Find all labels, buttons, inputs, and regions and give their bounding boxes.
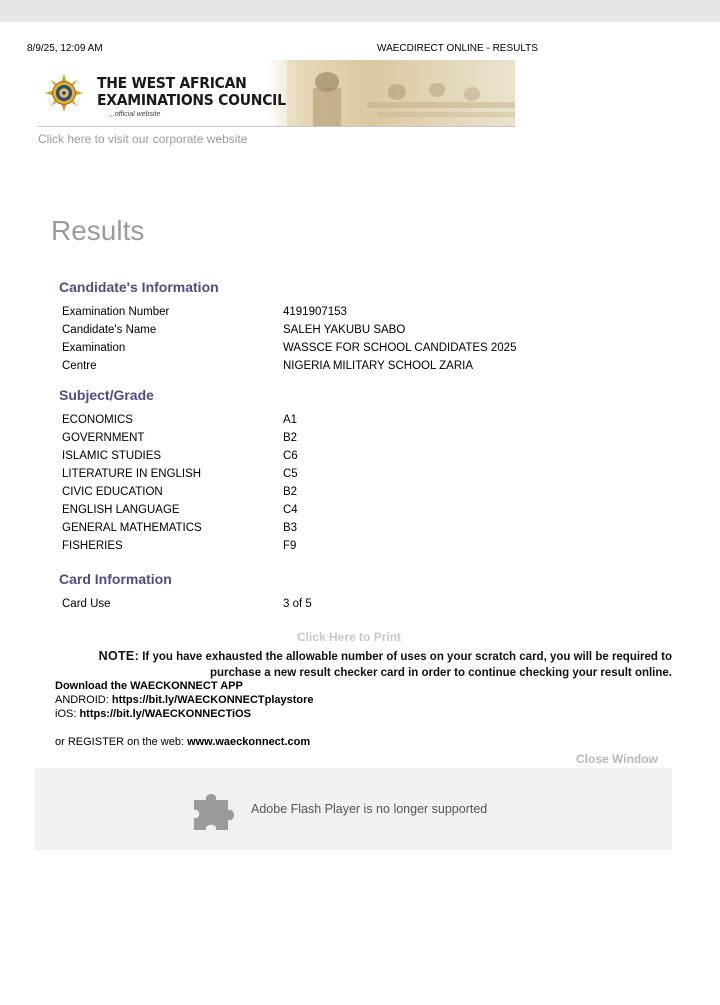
subject-grade: F9 [283, 540, 297, 552]
subject-row [62, 540, 622, 558]
app-download-block [55, 679, 314, 721]
subject-grade: B3 [283, 522, 298, 534]
scratch-card-note [70, 648, 672, 681]
candidate-row-label: Examination [62, 342, 126, 354]
corporate-website-link[interactable]: Click here to visit our corporate website [38, 132, 248, 146]
org-name-line1: THE WEST AFRICAN [97, 74, 247, 92]
candidate-row-label: Candidate's Name [62, 324, 157, 336]
candidate-row-value: WASSCE FOR SCHOOL CANDIDATES 2025 [283, 342, 517, 354]
subject-grade: B2 [283, 486, 298, 498]
subject-grade: C6 [283, 450, 298, 462]
close-window-button[interactable]: Close Window [576, 752, 658, 766]
card-info-heading: Card Information [59, 571, 172, 587]
subject-name: GENERAL MATHEMATICS [62, 522, 202, 534]
candidate-row-label: Centre [62, 360, 97, 372]
ios-link[interactable]: https://bit.ly/WAECKONNECTiOS [79, 708, 251, 720]
browser-top-bar [0, 0, 720, 22]
subject-name: LITERATURE IN ENGLISH [62, 468, 202, 480]
candidate-row-value: SALEH YAKUBU SABO [283, 324, 406, 336]
print-button[interactable]: Click Here to Print [297, 630, 402, 644]
print-datetime: 8/9/25, 12:09 AM [27, 43, 103, 54]
subject-row [62, 432, 622, 450]
waec-banner [37, 60, 515, 127]
android-link[interactable]: https://bit.ly/WAECKONNECTplaystore [111, 694, 314, 706]
subject-row [62, 450, 622, 468]
candidate-row [62, 360, 622, 378]
candidate-row-value: NIGERIA MILITARY SCHOOL ZARIA [283, 360, 474, 372]
app-download-heading: Download the WAECKONNECT APP [55, 680, 243, 692]
subject-name: ENGLISH LANGUAGE [62, 504, 180, 516]
waec-seal-icon [45, 74, 83, 112]
subject-name: ECONOMICS [62, 414, 133, 426]
subject-name: GOVERNMENT [62, 432, 145, 444]
exam-hall-photo [287, 60, 515, 126]
subject-row [62, 414, 622, 432]
subject-grade: A1 [283, 414, 298, 426]
subject-name: CIVIC EDUCATION [62, 486, 163, 498]
ios-line [55, 707, 314, 721]
page-title: Results [51, 215, 145, 246]
subject-row [62, 504, 622, 522]
candidate-row [62, 324, 622, 342]
org-tagline: ...official website [109, 111, 161, 118]
subject-grade-heading: Subject/Grade [59, 387, 154, 403]
android-line [55, 693, 314, 707]
register-line [55, 736, 310, 748]
flash-message: Adobe Flash Player is no longer supported [251, 802, 488, 816]
card-use-label: Card Use [62, 598, 111, 610]
subject-name: FISHERIES [62, 540, 123, 552]
note-text-line1: If you have exhausted the allowable number of uses on your scratch card, you will be required to [142, 651, 672, 663]
card-use-row [62, 598, 622, 616]
register-link[interactable]: www.waeckonnect.com [187, 736, 311, 748]
flash-placeholder [35, 768, 672, 850]
subject-row [62, 468, 622, 486]
note-text-line2: purchase a new result checker card in order to continue checking your result online. [209, 667, 672, 679]
card-use-value: 3 of 5 [283, 598, 312, 610]
candidate-row [62, 306, 622, 324]
note-keyword: NOTE: [98, 649, 140, 663]
candidate-info-heading: Candidate's Information [59, 279, 219, 295]
subject-row [62, 486, 622, 504]
subject-name: ISLAMIC STUDIES [62, 450, 162, 462]
puzzle-piece-icon [192, 788, 238, 832]
org-name [97, 75, 286, 109]
subject-grade: C4 [283, 504, 298, 516]
register-label: or REGISTER on the web: [55, 736, 188, 748]
candidate-row-label: Examination Number [62, 306, 170, 318]
subject-row [62, 522, 622, 540]
subject-grade: C5 [283, 468, 298, 480]
org-name-line2: EXAMINATIONS COUNCIL [97, 91, 286, 109]
print-window-title: WAECDIRECT ONLINE - RESULTS [377, 43, 538, 54]
candidate-row [62, 342, 622, 360]
android-label: ANDROID: [55, 694, 112, 706]
subject-grade: B2 [283, 432, 298, 444]
candidate-row-value: 4191907153 [283, 306, 347, 318]
ios-label: iOS: [55, 708, 80, 720]
